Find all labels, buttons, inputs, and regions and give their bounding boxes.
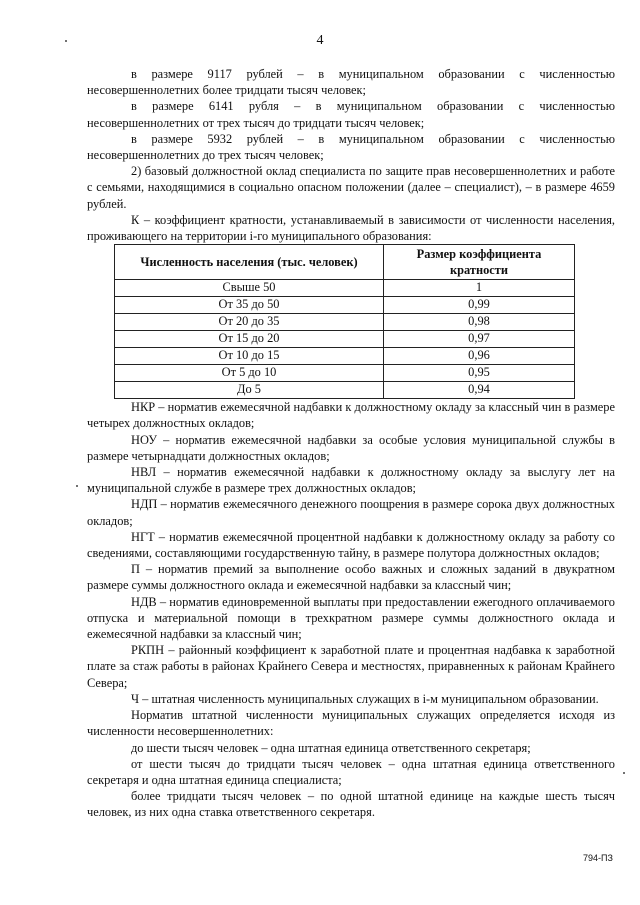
table-cell: 0,98 xyxy=(384,314,575,331)
paragraph: Ч – штатная численность муниципальных служащих в i-м муниципальном образовании. xyxy=(131,691,599,706)
paragraph: более тридцати тысяч человек – по одной штатной единице на каждые шесть тысяч человек, из них одна ставка ответственного секретаря. xyxy=(87,789,615,820)
table-cell: От 5 до 10 xyxy=(115,365,384,382)
table-cell: 0,99 xyxy=(384,297,575,314)
paragraph: РКПН – районный коэффициент к заработной плате и процентная надбавка к заработной плате за стаж работы в районах Крайнего Севера и местностях, приравненных к районам Крайнего Севера; xyxy=(87,643,615,690)
table-row xyxy=(115,331,575,348)
paragraph: в размере 9117 рублей – в муниципальном образовании с численностью несовершеннолетних более тридцати тысяч человек; xyxy=(87,67,615,98)
table-cell: От 10 до 15 xyxy=(115,348,384,365)
table-cell: 0,94 xyxy=(384,382,575,399)
paragraph: до шести тысяч человек – одна штатная единица ответственного секретаря; xyxy=(131,740,531,755)
table-cell: До 5 xyxy=(115,382,384,399)
table-cell: 0,97 xyxy=(384,331,575,348)
table-cell: Свыше 50 xyxy=(115,280,384,297)
table-cell: От 35 до 50 xyxy=(115,297,384,314)
table-row xyxy=(115,365,575,382)
document-code: 794-ПЗ xyxy=(583,853,613,863)
table-cell: 0,96 xyxy=(384,348,575,365)
scan-speck xyxy=(623,772,625,774)
paragraph: П – норматив премий за выполнение особо важных и сложных заданий в двукратном размере суммы должностного оклада и ежемесячной надбавки за классный чин; xyxy=(87,562,615,593)
table-row xyxy=(115,280,575,297)
paragraph: К – коэффициент кратности, устанавливаемый в зависимости от численности населения, проживающего на территории i-го муниципального образования: xyxy=(87,212,615,244)
table-cell: 0,95 xyxy=(384,365,575,382)
table-header-row xyxy=(115,245,575,280)
table-row xyxy=(115,382,575,399)
paragraph: НДП – норматив ежемесячного денежного поощрения в размере сорока двух должностных окладов; xyxy=(87,497,615,528)
scan-speck xyxy=(65,40,67,42)
table-row xyxy=(115,297,575,314)
paragraph: НДВ – норматив единовременной выплаты при предоставлении ежегодного оплачиваемого отпуска и материальной помощи в трехкратном размере суммы должностного оклада и ежемесячной надбавки за классный чин; xyxy=(87,594,615,642)
table-cell: От 20 до 35 xyxy=(115,314,384,331)
table-cell: 1 xyxy=(384,280,575,297)
table-row xyxy=(115,348,575,365)
table-row xyxy=(115,314,575,331)
paragraph: 2) базовый должностной оклад специалиста по защите прав несовершеннолетних и работе с семьями, находящимися в социально опасном положении (далее – специалист), – в размере 4659 рублей. xyxy=(87,164,615,211)
table-header-coefficient: Размер коэффициента кратности xyxy=(384,245,575,280)
paragraph: в размере 6141 рубля – в муниципальном образовании с численностью несовершеннолетних от трех тысяч до тридцати тысяч человек; xyxy=(87,99,615,130)
document-body xyxy=(87,66,615,821)
table-header-population: Численность населения (тыс. человек) xyxy=(115,245,384,280)
coefficient-table xyxy=(114,244,575,399)
paragraph: в размере 5932 рублей – в муниципальном образовании с численностью несовершеннолетних до трех тысяч человек; xyxy=(87,131,615,163)
page-number: 4 xyxy=(316,33,324,48)
paragraph: НГТ – норматив ежемесячной процентной надбавки к должностному окладу за работу со сведениями, составляющими государственную тайну, в размере полутора должностных окладов; xyxy=(87,529,615,561)
paragraph: НКР – норматив ежемесячной надбавки к должностному окладу за классный чин в размере четырех должностных окладов; xyxy=(87,400,615,431)
paragraph: Норматив штатной численности муниципальных служащих определяется исходя из численности несовершеннолетних: xyxy=(87,708,615,739)
scan-speck xyxy=(76,485,78,487)
paragraph: от шести тысяч до тридцати тысяч человек – одна штатная единица ответственного секретаря и одна штатная единица специалиста; xyxy=(87,756,615,787)
paragraph: НОУ – норматив ежемесячной надбавки за особые условия муниципальной службы в размере четырнадцати должностных окладов; xyxy=(87,432,615,463)
paragraph: НВЛ – норматив ежемесячной надбавки к должностному окладу за выслугу лет на муниципальной службе в размере трех должностных окладов; xyxy=(87,465,615,496)
table-cell: От 15 до 20 xyxy=(115,331,384,348)
